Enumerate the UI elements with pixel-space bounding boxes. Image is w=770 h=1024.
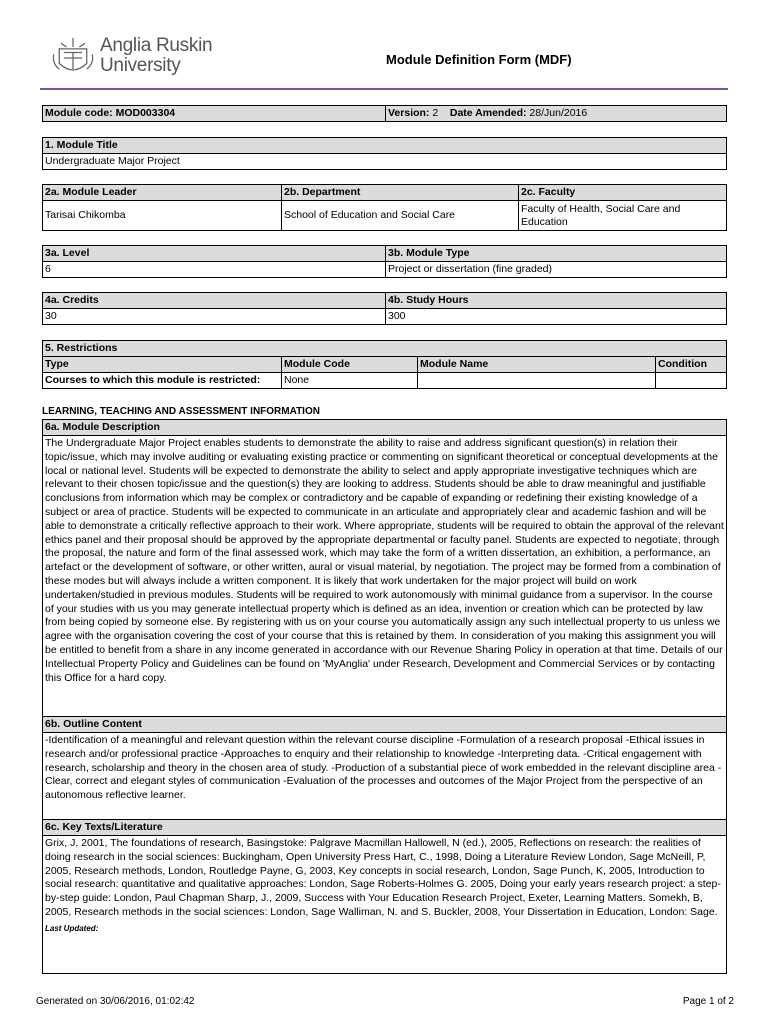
form-title: Module Definition Form (MDF)	[386, 52, 572, 67]
faculty-heading: 2c. Faculty	[519, 185, 727, 201]
module-description-body: The Undergraduate Major Project enables students to demonstrate the ability to raise and address significant question(s) in relation their topic/issue, which may involve auditing or evaluating existing practice or commenting on significant theoretical or conceptual developments at the local or national level. Students will be expected to demonstrate the ability to select and apply appropriate investigative techniques which are relevant to their chosen topic/issue and the question(s) they are looking to address. Students should be able to draw meaningful and justifiable conclusions from information which may be complex or contradictory and be capable of expanding or redefining their existing knowledge of a subject or area of practice. Students will be expected to communicate in an articulate and appropriately clear and academic fashion and will be able to demonstrate a critically reflective approach to their work. Where appropriate, students will be required to obtain the approval of the relevant ethics panel and their proposal should be approved by the appropriate departmental or faculty panel. Students are expected to negotiate, through the proposal, the nature and form of the final assessed work, which may take the form of a written dissertation, an exhibition, a performance, an artefact or the development of software, or other written, aural or visual material, by negotiation. The project may be formed from a combination of these modes but will always include a written component. It is likely that work undertaken for the major project will build on work undertaken/studied in previous modules. Students will be required to work autonomously with minimal guidance from a supervisor. In the course of your studies with us you may generate intellectual property which is defined as an idea, invention or creation which can be protected by law from being copied by someone else. By registering with us on your course you automatically assign any such intellectual property to us unless we agree with the organisation covering the cost of your course that this is retained by them. In consideration of you making this assignment you will be entitled to benefit from a share in any income generated in accordance with our Revenue Sharing Policy in operation at that time. Details of our Intellectual Property Policy and Guidelines can be found on 'MyAnglia' under Research, Development and Commercial Services or by contacting this Office for a hard copy.	[43, 436, 727, 717]
module-description-table	[42, 419, 727, 717]
key-texts-heading: 6c. Key Texts/Literature	[43, 820, 727, 836]
module-leader-heading: 2a. Module Leader	[43, 185, 282, 201]
restrictions-row-code: None	[282, 373, 418, 389]
module-type-value: Project or dissertation (fine graded)	[386, 262, 727, 278]
module-description-heading: 6a. Module Description	[43, 420, 727, 436]
credits-table	[42, 292, 727, 325]
key-texts-body: Grix, J, 2001, The foundations of research, Basingstoke: Palgrave Macmillan Hallowell, N (ed.), 2005, Reflections on research: the realities of doing research in the social sciences: Buckingham, Open University Press Hart, C., 1998, Doing a Literature Review London, Sage McNeill, P, 2005, Research methods, London, Routledge Payne, G, 2003, Key concepts in social research, London, Sage Punch, K, 2005, Introduction to social research: quantitative and qualitative approaches: London, Sage Roberts-Holmes G. 2005, Doing your early years research project: a step-by-step guide: London, Paul Chapman Sharp, J., 2009, Success with Your Education Research Project, Exeter, Learning Matters. Somekh, B, 2005, Research methods in the social sciences: London, Sage Walliman, N. and S. Buckler, 2008, Your Dissertation in Education, London: Sage.	[45, 837, 721, 918]
restrictions-col-module-name: Module Name	[418, 357, 656, 373]
module-title-value: Undergraduate Major Project	[43, 154, 727, 170]
restrictions-heading: 5. Restrictions	[43, 341, 727, 357]
version-value: 2	[432, 107, 439, 119]
study-hours-heading: 4b. Study Hours	[386, 293, 727, 309]
module-title-heading: 1. Module Title	[43, 138, 727, 154]
header-divider	[40, 88, 728, 90]
outline-content-body: -Identification of a meaningful and relevant question within the relevant course discipline -Formulation of a research proposal -Ethical issues in research and/or professional practice -Approaches to enquiry and their relationship to knowledge -Interpreting data. -Critical engagement with research, scholarship and theory in the chosen area of study. -Production of a substantial piece of work embedded in the relevant discipline area -Clear, correct and elegant styles of communication -Evaluation of the processes and outcomes of the Major Project from the perspective of an autonomous reflective learner.	[43, 733, 727, 821]
restrictions-table	[42, 340, 727, 389]
logo-line-2: University	[100, 55, 181, 76]
lta-section-heading: LEARNING, TEACHING AND ASSESSMENT INFORMATION	[42, 406, 320, 417]
leader-table	[42, 184, 727, 231]
page-number: Page 1 of 2	[682, 996, 734, 1007]
restrictions-row-condition	[656, 373, 727, 389]
level-value: 6	[43, 262, 386, 278]
version-label: Version:	[388, 107, 430, 119]
outline-content-heading: 6b. Outline Content	[43, 717, 727, 733]
version-date-cell	[386, 106, 727, 122]
date-amended-value: 28/Jun/2016	[529, 107, 588, 119]
meta-table	[42, 105, 727, 122]
department-value: School of Education and Social Care	[282, 201, 519, 231]
department-heading: 2b. Department	[282, 185, 519, 201]
date-amended-label: Date Amended:	[449, 107, 527, 119]
module-title-table	[42, 137, 727, 170]
outline-content-table	[42, 716, 727, 821]
study-hours-value: 300	[386, 309, 727, 325]
restrictions-row-name	[418, 373, 656, 389]
key-texts-cell	[43, 836, 727, 974]
generated-timestamp: Generated on 30/06/2016, 01:02:42	[36, 996, 195, 1007]
credits-value: 30	[43, 309, 386, 325]
key-texts-table	[42, 819, 727, 974]
restrictions-row-label: Courses to which this module is restricted:	[43, 373, 282, 389]
level-heading: 3a. Level	[43, 246, 386, 262]
last-updated-label: Last Updated:	[45, 923, 99, 933]
module-type-heading: 3b. Module Type	[386, 246, 727, 262]
module-leader-value: Tarisai Chikomba	[43, 201, 282, 231]
module-code: Module code: MOD003304	[43, 106, 386, 122]
level-table	[42, 245, 727, 278]
credits-heading: 4a. Credits	[43, 293, 386, 309]
restrictions-col-condition: Condition	[656, 357, 727, 373]
restrictions-col-module-code: Module Code	[282, 357, 418, 373]
restrictions-col-type: Type	[43, 357, 282, 373]
logo-line-1: Anglia Ruskin	[100, 35, 213, 56]
university-crest-logo	[50, 36, 96, 80]
university-name	[100, 36, 212, 76]
faculty-value: Faculty of Health, Social Care and Education	[519, 201, 727, 231]
